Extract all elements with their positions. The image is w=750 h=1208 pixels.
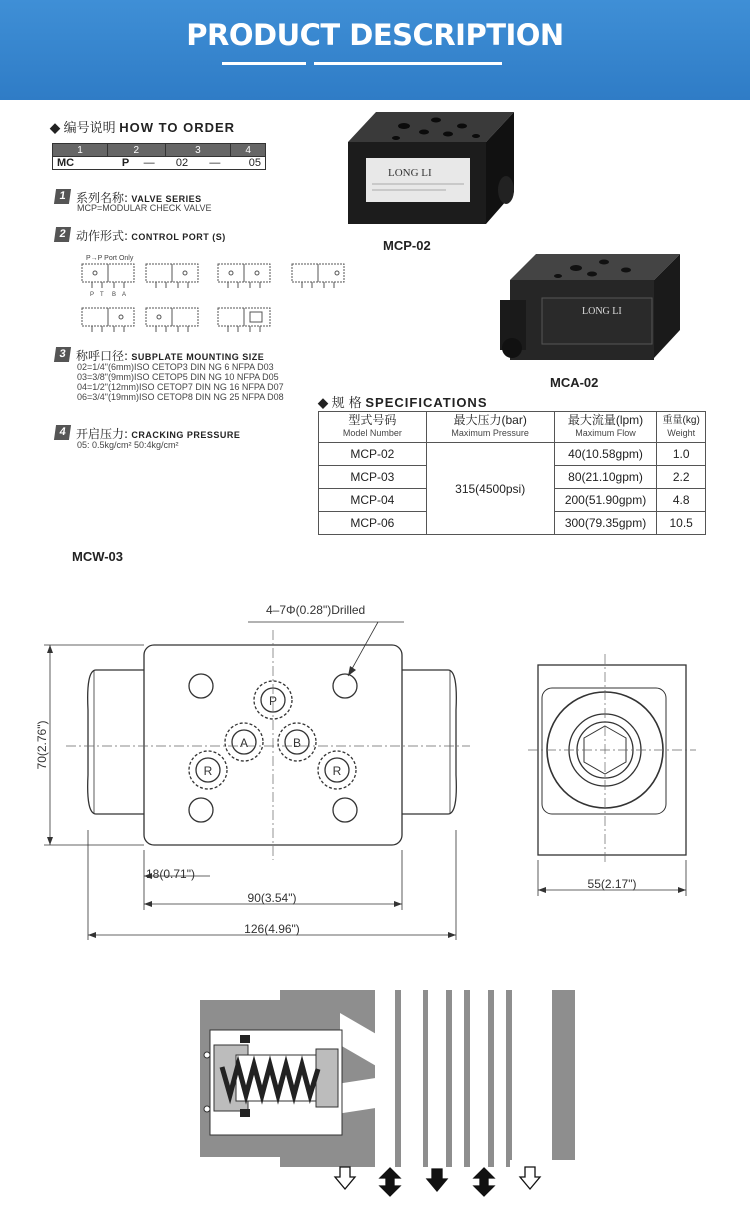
- order-code-mc: MC: [53, 157, 108, 170]
- mcp-02-brand: LONG LI: [388, 167, 432, 179]
- banner-underline-left: [222, 62, 306, 65]
- step-1-cn: 系列名称:: [76, 191, 129, 205]
- port-symbol-2: [146, 264, 198, 288]
- col-weight-en: Weight: [667, 428, 696, 438]
- dim-90: 90(3.54"): [247, 891, 297, 905]
- mca-02-product-image: [496, 250, 682, 370]
- how-to-order-heading: [50, 117, 235, 136]
- col-model-cn: 型式号码: [348, 413, 397, 427]
- step-1-desc: MCP=MODULAR CHECK VALVE: [77, 203, 212, 213]
- step-2-number: 2: [54, 227, 71, 242]
- port-a-label: A: [239, 736, 249, 750]
- port-label-b: B: [112, 292, 117, 298]
- diamond-bullet-icon: ◆: [50, 120, 60, 135]
- col-weight-cn: 重量(kg): [662, 415, 700, 426]
- step-3-size-04: 04=1/2"(12mm)ISO CETOP7 DIN NG 16 NFPA D07: [77, 382, 284, 392]
- mcp-02-product-image: [336, 106, 518, 232]
- order-code-size: 02: [165, 157, 199, 170]
- corner-hole-icon: [189, 674, 213, 698]
- step-4-desc: 05: 0.5kg/cm² 50:4kg/cm²: [77, 440, 179, 450]
- mcp-02-label: MCP-02: [383, 238, 431, 253]
- corner-hole-icon: [333, 798, 357, 822]
- row-3-model: MCP-04: [319, 489, 427, 512]
- dimension-drawing: [0, 590, 750, 950]
- order-code-dash-2: —: [199, 157, 231, 170]
- order-code-dash-1: —: [133, 157, 165, 170]
- row-4-model: MCP-06: [319, 512, 427, 535]
- mca-02-label: MCA-02: [550, 375, 599, 390]
- port-symbol-4: [292, 264, 344, 288]
- port-r-label: R: [203, 764, 213, 778]
- control-port-symbols: [80, 262, 350, 336]
- col-weight: [657, 412, 706, 443]
- right-boss: [402, 670, 456, 814]
- row-2-flow: 80(21.10gpm): [554, 466, 657, 489]
- arrow-up-down-icon: [474, 1168, 494, 1196]
- port-p-label: P: [268, 694, 278, 708]
- arrow-down-outline-icon: [520, 1167, 540, 1189]
- table-row: [319, 443, 706, 466]
- step-3-size-03: 03=3/8"(9mm)ISO CETOP5 DIN NG 10 NFPA D05: [77, 372, 279, 382]
- dim-126: 126(4.96"): [244, 922, 300, 936]
- order-header-3: 3: [165, 144, 231, 157]
- row-3-weight: 4.8: [657, 489, 706, 512]
- step-3-size-06: 06=3/4"(19mm)ISO CETOP8 DIN NG 25 NFPA D08: [77, 392, 284, 402]
- col-pressure: [426, 412, 554, 443]
- header-banner: [0, 0, 750, 100]
- specifications-en: SPECIFICATIONS: [365, 395, 488, 410]
- col-model: [319, 412, 427, 443]
- port-symbol-7: [218, 308, 270, 332]
- col-flow-en: Maximum Flow: [575, 428, 636, 438]
- dim-55: 55(2.17"): [587, 877, 637, 891]
- corner-hole-icon: [189, 798, 213, 822]
- port-label-a: A: [122, 292, 127, 298]
- row-3-flow: 200(51.90gpm): [554, 489, 657, 512]
- left-boss: [88, 670, 144, 814]
- step-2-cn: 动作形式:: [76, 229, 129, 243]
- specifications-cn: 规 格: [331, 396, 362, 411]
- order-header-2: 2: [108, 144, 166, 157]
- row-4-weight: 10.5: [657, 512, 706, 535]
- banner-underline-right: [314, 62, 502, 65]
- step-4-cn: 开启压力:: [76, 427, 129, 441]
- col-pressure-en: Maximum Pressure: [451, 428, 529, 438]
- order-code-p: P: [108, 157, 134, 170]
- step-3-number: 3: [54, 347, 71, 362]
- step-1-number: 1: [54, 189, 71, 204]
- mca-02-brand: LONG LI: [582, 306, 622, 317]
- arrow-down-solid-icon: [427, 1169, 447, 1191]
- port-symbol-1: [82, 264, 134, 288]
- arrow-down-outline-icon: [335, 1167, 355, 1189]
- side-view-outline: [538, 665, 686, 855]
- arrow-up-down-icon: [380, 1168, 400, 1196]
- flow-arrows: [335, 1167, 540, 1196]
- holes-note: 4–7Φ(0.28")Drilled: [266, 603, 366, 617]
- specifications-heading: [318, 392, 488, 411]
- page-title: PRODUCT DESCRIPTION: [186, 18, 564, 52]
- row-4-flow: 300(79.35gpm): [554, 512, 657, 535]
- port-labels-row-1: [90, 292, 126, 298]
- col-flow-cn: 最大流量(lpm): [567, 413, 644, 427]
- step-1-en: VALVE SERIES: [131, 194, 202, 204]
- port-symbol-5: [82, 308, 134, 332]
- step-2-port-note: P→P Port Only: [86, 255, 134, 262]
- step-4-number: 4: [54, 425, 71, 440]
- dim-18: 18(0.71"): [146, 867, 195, 881]
- how-to-order-en: HOW TO ORDER: [119, 120, 236, 135]
- step-3-en: SUBPLATE MOUNTING SIZE: [131, 352, 265, 362]
- port-label-t: T: [100, 292, 104, 298]
- step-3-cn: 称呼口径:: [76, 349, 129, 363]
- row-2-model: MCP-03: [319, 466, 427, 489]
- step-4-en: CRACKING PRESSURE: [131, 430, 241, 440]
- drawing-title: MCW-03: [72, 549, 124, 564]
- order-header-4: 4: [231, 144, 266, 157]
- port-symbol-6: [146, 308, 198, 332]
- port-label-p: P: [90, 292, 95, 298]
- port-r-label: R: [332, 764, 342, 778]
- col-pressure-cn: 最大压力(bar): [453, 413, 527, 427]
- pressure-cell: 315(4500psi): [426, 443, 554, 535]
- step-2-title: [76, 227, 226, 244]
- corner-hole-icon: [333, 674, 357, 698]
- port-symbol-3: [218, 264, 270, 288]
- row-2-weight: 2.2: [657, 466, 706, 489]
- row-1-weight: 1.0: [657, 443, 706, 466]
- row-1-flow: 40(10.58gpm): [554, 443, 657, 466]
- order-code-pressure: 05: [231, 157, 266, 170]
- row-1-model: MCP-02: [319, 443, 427, 466]
- height-dimension: 70(2.76"): [35, 720, 49, 770]
- spec-header-row: [319, 412, 706, 443]
- port-b-label: B: [292, 736, 302, 750]
- col-model-en: Model Number: [342, 428, 402, 438]
- diamond-bullet-icon: ◆: [318, 395, 328, 410]
- how-to-order-cn: 编号说明: [63, 121, 116, 136]
- cross-section-drawing: [190, 985, 580, 1200]
- order-header-1: 1: [53, 144, 108, 157]
- order-code-table: [52, 143, 266, 170]
- col-flow: [554, 412, 657, 443]
- step-3-size-02: 02=1/4"(6mm)ISO CETOP3 DIN NG 6 NFPA D03: [77, 362, 274, 372]
- step-2-en: CONTROL PORT (S): [131, 232, 226, 242]
- specifications-table: [318, 411, 706, 535]
